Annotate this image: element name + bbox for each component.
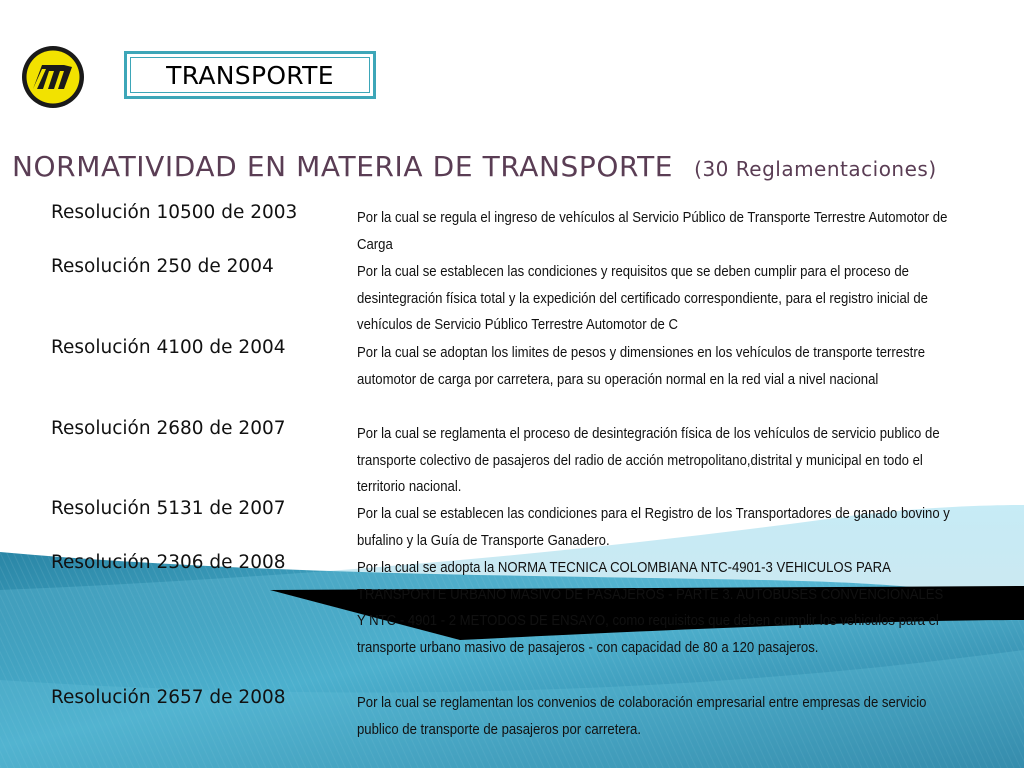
resolution-description: Por la cual se adoptan los limites de pesos y dimensiones en los vehículos de transporte terrestre automotor de carga por carretera, para su operación normal en la red vial a nivel nacional xyxy=(357,345,925,388)
heading-sub: (30 Reglamentaciones) xyxy=(694,157,937,181)
heading-main: NORMATIVIDAD EN MATERIA DE TRANSPORTE xyxy=(12,150,674,183)
resolution-title: Resolución 5131 de 2007 xyxy=(51,498,286,519)
title-box-label: TRANSPORTE xyxy=(166,60,334,90)
resolution-description: Por la cual se reglamenta el proceso de desintegración física de los vehículos de servicio publico de transporte colectivo de pasajeros del radio de acción metropolitano,distrital y municipal en todo el territorio nacional. xyxy=(357,426,940,495)
title-box xyxy=(124,51,376,99)
resolution-description: Por la cual se regula el ingreso de vehículos al Servicio Público de Transporte Terrestre Automotor de Carga xyxy=(357,210,948,253)
resolution-description: Por la cual se establecen las condiciones y requisitos que se deben cumplir para el proceso de desintegración física total y la expedición del certificado correspondiente, para el registro inicial de vehículos de Servicio Público Terrestre Automotor de C xyxy=(357,264,928,333)
resolution-title: Resolución 2680 de 2007 xyxy=(51,418,286,439)
resolution-title: Resolución 250 de 2004 xyxy=(51,256,274,277)
resolution-description: Por la cual se establecen las condiciones para el Registro de los Transportadores de ganado bovino y bufalino y la Guía de Transporte Ganadero. xyxy=(357,506,950,549)
page-heading xyxy=(12,150,937,183)
resolution-description: Por la cual se adopta la NORMA TECNICA COLOMBIANA NTC-4901-3 VEHICULOS PARA TRANSPORTE URBANO MASIVO DE PASAJEROS - PARTE 3. AUTOBUSES CONVENCIONALES Y NTC - 4901 - 2 METODOS DE ENSAYO, como requisitos que deben cumplir los vehiculos para el transporte urbano masivo de pasajeros - con capacidad de 80 a 120 pasajeros. xyxy=(357,560,944,656)
resolution-title: Resolución 4100 de 2004 xyxy=(51,337,286,358)
resolution-description: Por la cual se reglamentan los convenios de colaboración empresarial entre empresas de servicio publico de transporte de pasajeros por carretera. xyxy=(357,695,927,738)
resolution-title: Resolución 10500 de 2003 xyxy=(51,202,298,223)
m-logo-icon xyxy=(20,44,86,110)
resolution-title: Resolución 2306 de 2008 xyxy=(51,552,286,573)
resolution-title: Resolución 2657 de 2008 xyxy=(51,687,286,708)
